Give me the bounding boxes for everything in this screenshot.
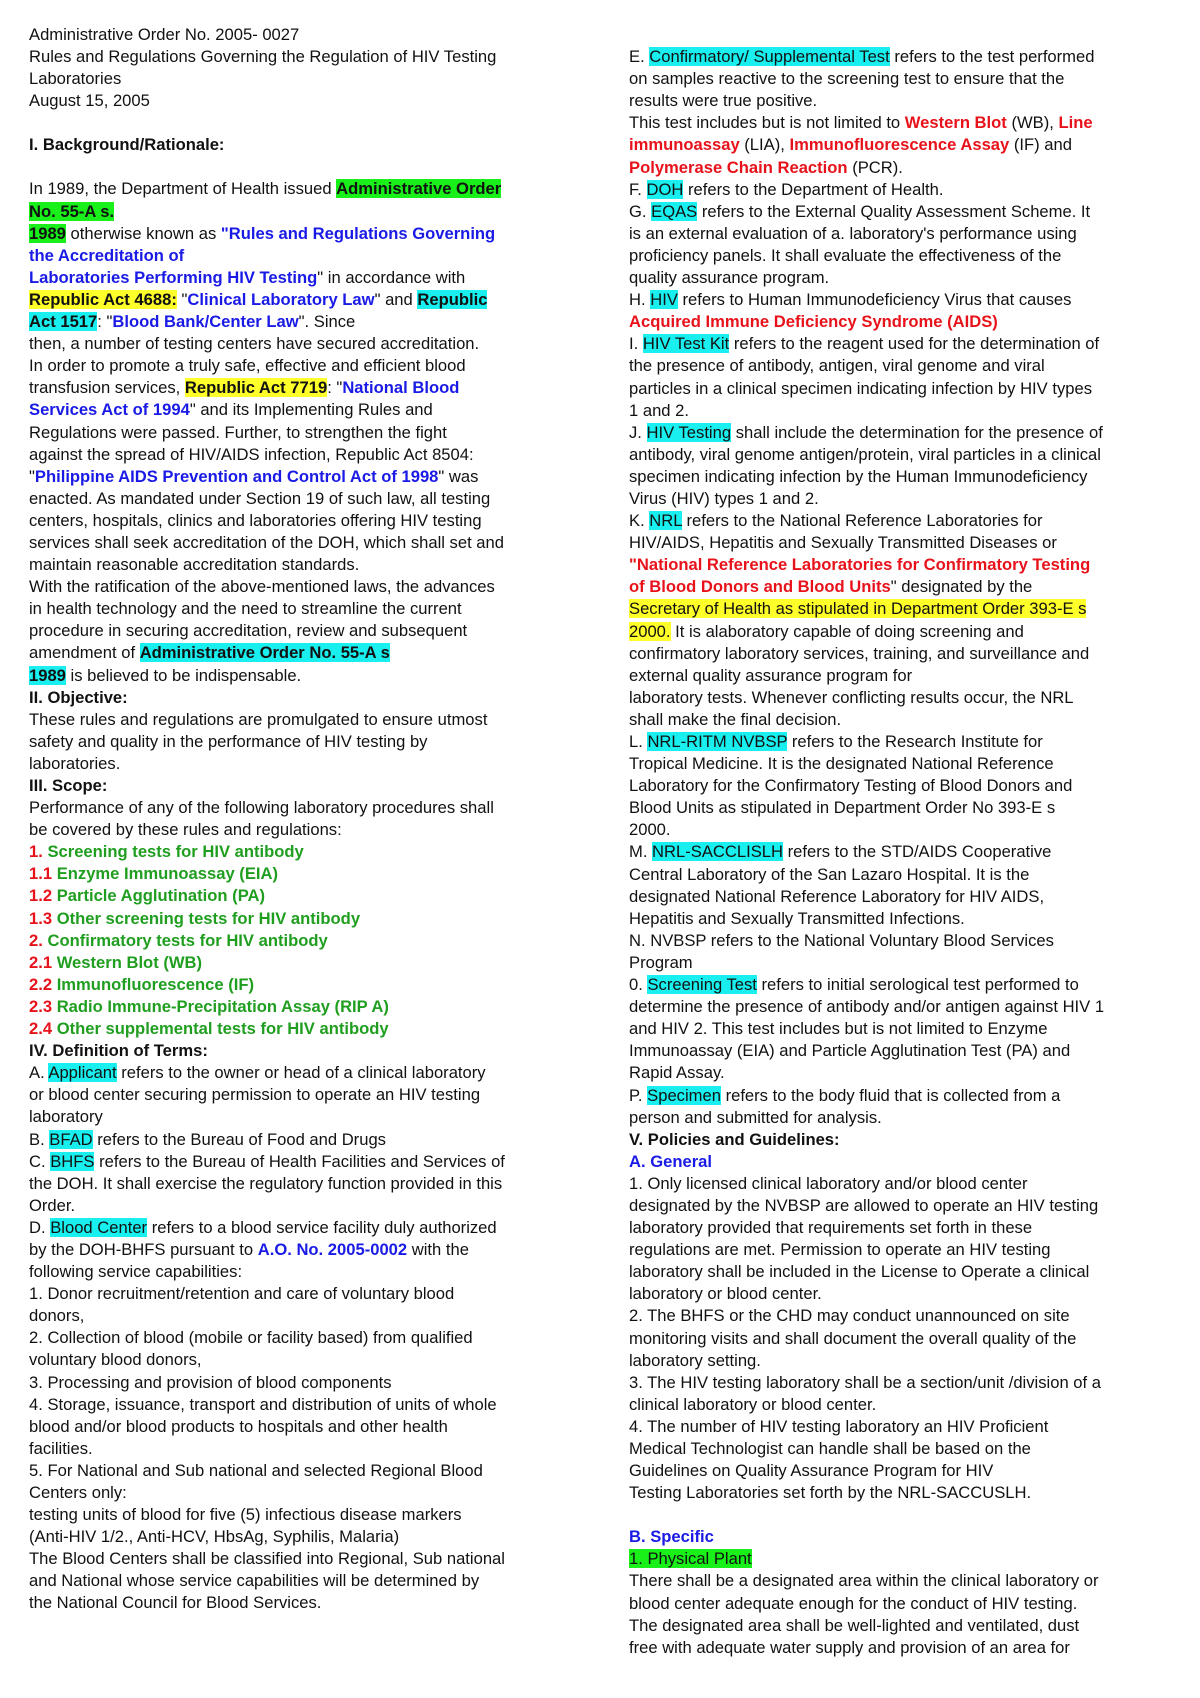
term-highlight: Screening Test xyxy=(647,975,757,995)
text-line: 2. Collection of blood (mobile or facility based) from qualified xyxy=(29,1328,473,1348)
scope-item: 1.3 Other screening tests for HIV antibody xyxy=(29,908,361,928)
text-line: laboratory provided that requirements set forth in these xyxy=(629,1218,1033,1238)
definition-line: D. Blood Center refers to a blood service facility duly authorized xyxy=(29,1217,497,1237)
definition-line: Virus (HIV) types 1 and 2. xyxy=(629,488,819,508)
text-line: 1. Only licensed clinical laboratory and/or blood center xyxy=(629,1173,1028,1193)
subsection-heading: A. General xyxy=(629,1151,713,1171)
text-line: transfusion services, Republic Act 7719: "National Blood xyxy=(29,378,460,398)
section-heading: IV. Definition of Terms: xyxy=(29,1041,208,1061)
definition-line: Polymerase Chain Reaction (PCR). xyxy=(629,157,903,177)
text-line: 1989 otherwise known as "Rules and Regulations Governing xyxy=(29,223,496,243)
text-line: Act 1517: "Blood Bank/Center Law". Since xyxy=(29,312,356,332)
text-line: testing units of blood for five (5) infectious disease markers xyxy=(29,1505,462,1525)
text-line: 2. The BHFS or the CHD may conduct unannounced on site xyxy=(629,1306,1070,1326)
text-line: services shall seek accreditation of the DOH, which shall set and xyxy=(29,532,504,552)
definition-line: Acquired Immune Deficiency Syndrome (AIDS) xyxy=(629,312,998,332)
right-column xyxy=(629,24,1189,1659)
definition-line: designated National Reference Laboratory for HIV AIDS, xyxy=(629,886,1045,906)
section-heading: I. Background/Rationale: xyxy=(29,135,225,155)
header-line: Administrative Order No. 2005- 0027 xyxy=(29,25,300,44)
definition-line: following service capabilities: xyxy=(29,1262,243,1282)
text-line: facilities. xyxy=(29,1438,93,1458)
text-line: laboratories. xyxy=(29,753,121,773)
definition-line: the DOH. It shall exercise the regulatory function provided in this xyxy=(29,1173,503,1193)
scope-item: 2.2 Immunofluorescence (IF) xyxy=(29,974,254,994)
header-line: Rules and Regulations Governing the Regulation of HIV Testing xyxy=(29,47,497,67)
text-line: monitoring visits and shall document the overall quality of the xyxy=(629,1328,1077,1348)
text-line: blood center adequate enough for the conduct of HIV testing. xyxy=(629,1593,1078,1613)
definition-line: shall make the final decision. xyxy=(629,709,842,729)
definition-line: quality assurance program. xyxy=(629,268,830,288)
definition-line: F. DOH refers to the Department of Health. xyxy=(629,179,944,199)
text-line: Testing Laboratories set forth by the NRL-SACCUSLH. xyxy=(629,1483,1032,1503)
text-line: (Anti-HIV 1/2., Anti-HCV, HbsAg, Syphilis, Malaria) xyxy=(29,1527,400,1547)
scope-item: 2.1 Western Blot (WB) xyxy=(29,952,203,972)
text-line: donors, xyxy=(29,1306,85,1326)
definition-line: Blood Units as stipulated in Department Order No 393-E s xyxy=(629,798,1056,818)
definition-line: Immunoassay (EIA) and Particle Agglutination Test (PA) and xyxy=(629,1041,1071,1061)
definition-line: and HIV 2. This test includes but is not limited to Enzyme xyxy=(629,1019,1048,1039)
definition-line: Central Laboratory of the San Lazaro Hospital. It is the xyxy=(629,864,1030,884)
definition-line: M. NRL-SACCLISLH refers to the STD/AIDS Cooperative xyxy=(629,842,1052,862)
definition-line: Tropical Medicine. It is the designated National Reference xyxy=(629,754,1054,774)
definition-line: 2000. It is alaboratory capable of doing screening and xyxy=(629,621,1024,641)
physical-plant-highlight: 1. Physical Plant xyxy=(629,1549,752,1569)
definition-line: person and submitted for analysis. xyxy=(629,1107,882,1127)
definition-line: by the DOH-BHFS pursuant to A.O. No. 2005-0002 with the xyxy=(29,1239,469,1259)
text-line: There shall be a designated area within the clinical laboratory or xyxy=(629,1571,1099,1591)
definition-line: results were true positive. xyxy=(629,91,818,111)
scope-item: 2. Confirmatory tests for HIV antibody xyxy=(29,930,328,950)
scope-item: 1.2 Particle Agglutination (PA) xyxy=(29,886,266,906)
definition-line: G. EQAS refers to the External Quality Assessment Scheme. It xyxy=(629,201,1091,221)
definition-line: on samples reactive to the screening test to ensure that the xyxy=(629,69,1065,89)
section-heading: V. Policies and Guidelines: xyxy=(629,1129,840,1149)
ao55-highlight: Administrative Order xyxy=(336,179,502,199)
term-highlight: NRL xyxy=(649,511,682,531)
scope-item: 2.4 Other supplemental tests for HIV antibody xyxy=(29,1019,389,1039)
definition-line: particles in a clinical specimen indicating infection by HIV types xyxy=(629,378,1093,398)
term-highlight: Blood Center xyxy=(50,1217,148,1237)
text-line: the Accreditation of xyxy=(29,245,185,265)
definition-line: 0. Screening Test refers to initial serological test performed to xyxy=(629,975,1079,995)
term-highlight: Specimen xyxy=(647,1085,721,1105)
term-highlight: Applicant xyxy=(48,1063,117,1083)
definition-line: of Blood Donors and Blood Units" designated by the xyxy=(629,577,1033,597)
text-line: 3. The HIV testing laboratory shall be a section/unit /division of a xyxy=(629,1372,1101,1392)
term-highlight: NRL-RITM NVBSP xyxy=(647,732,788,751)
definition-line: H. HIV refers to Human Immunodeficiency Virus that causes xyxy=(629,290,1072,310)
text-line: laboratory setting. xyxy=(629,1350,761,1370)
text-line: 3. Processing and provision of blood components xyxy=(29,1372,392,1392)
definition-line: HIV/AIDS, Hepatitis and Sexually Transmitted Diseases or xyxy=(629,533,1057,553)
text-line: Medical Technologist can handle shall be based on the xyxy=(629,1439,1031,1458)
definition-line: determine the presence of antibody and/or antigen against HIV 1 xyxy=(629,997,1105,1017)
header-line: Laboratories xyxy=(29,69,122,89)
text-line: "Philippine AIDS Prevention and Control Act of 1998" was xyxy=(29,466,479,486)
text-line: amendment of Administrative Order No. 55-A s xyxy=(29,643,390,663)
definition-line: confirmatory laboratory services, training, and surveillance and xyxy=(629,643,1090,663)
text-line xyxy=(629,1548,1189,1570)
definition-line: E. Confirmatory/ Supplemental Test refers to the test performed xyxy=(629,47,1095,67)
text-line: laboratory or blood center. xyxy=(629,1284,822,1304)
definition-line: laboratory tests. Whenever conflicting results occur, the NRL xyxy=(629,687,1074,707)
text-line: No. 55-A s. xyxy=(29,201,115,221)
text-line: Performance of any of the following laboratory procedures shall xyxy=(29,798,494,818)
term-highlight: EQAS xyxy=(651,201,698,221)
definition-line: 1 and 2. xyxy=(629,400,689,420)
definition-line: Secretary of Health as stipulated in Department Order 393-E s xyxy=(629,599,1087,619)
definition-line: I. HIV Test Kit refers to the reagent used for the determination of xyxy=(629,334,1100,354)
definition-line: K. NRL refers to the National Reference Laboratories for xyxy=(629,511,1043,531)
term-highlight: BFAD xyxy=(49,1129,93,1149)
text-line: The Blood Centers shall be classified into Regional, Sub national xyxy=(29,1549,505,1569)
subsection-heading: B. Specific xyxy=(629,1527,714,1547)
definition-line: P. Specimen refers to the body fluid that is collected from a xyxy=(629,1085,1061,1105)
definition-line: proficiency panels. It shall evaluate the effectiveness of the xyxy=(629,245,1062,265)
definition-line: is an external evaluation of a. laboratory's performance using xyxy=(629,223,1077,243)
definition-line: B. BFAD refers to the Bureau of Food and Drugs xyxy=(29,1129,386,1149)
term-highlight: HIV Test Kit xyxy=(642,334,730,354)
text-line: centers, hospitals, clinics and laboratories offering HIV testing xyxy=(29,510,482,530)
text-line: 1. Donor recruitment/retention and care of voluntary blood xyxy=(29,1284,455,1304)
text-line: regulations are met. Permission to operate an HIV testing xyxy=(629,1240,1051,1260)
term-highlight: Confirmatory/ Supplemental Test xyxy=(649,47,890,67)
header-line: August 15, 2005 xyxy=(29,91,150,111)
term-highlight: DOH xyxy=(646,179,684,199)
text-line: 4. The number of HIV testing laboratory an HIV Proficient xyxy=(629,1416,1049,1436)
left-column xyxy=(29,24,585,1615)
definition-line: antibody, viral genome antigen/protein, viral particles in a clinical xyxy=(629,444,1101,464)
section-heading: III. Scope: xyxy=(29,776,108,795)
text-line: safety and quality in the performance of HIV testing by xyxy=(29,731,428,751)
text-line: designated by the NVBSP are allowed to operate an HIV testing xyxy=(629,1195,1099,1215)
text-line: 4. Storage, issuance, transport and distribution of units of whole xyxy=(29,1394,497,1414)
text-line: Regulations were passed. Further, to strengthen the fight xyxy=(29,422,447,442)
definition-line: specimen indicating infection by the Human Immunodeficiency xyxy=(629,466,1088,486)
text-line: Guidelines on Quality Assurance Program for HIV xyxy=(629,1461,994,1481)
definition-line: Order. xyxy=(29,1195,76,1215)
section-heading: II. Objective: xyxy=(29,687,128,707)
text-line: Republic Act 4688: "Clinical Laboratory Law" and Republic xyxy=(29,289,488,309)
text-line xyxy=(629,24,1189,46)
text-line: the National Council for Blood Services. xyxy=(29,1593,322,1613)
text-line: voluntary blood donors, xyxy=(29,1350,202,1370)
definition-line: This test includes but is not limited to Western Blot (WB), Line xyxy=(629,113,1093,133)
term-highlight: HIV Testing xyxy=(646,422,732,442)
term-highlight: BHFS xyxy=(50,1151,95,1171)
scope-item: 1. Screening tests for HIV antibody xyxy=(29,842,304,862)
text-line: in health technology and the need to streamline the current xyxy=(29,599,462,619)
text-line: then, a number of testing centers have secured accreditation. xyxy=(29,334,480,354)
scope-item: 1.1 Enzyme Immunoassay (EIA) xyxy=(29,864,279,884)
text-line: and National whose service capabilities will be determined by xyxy=(29,1571,480,1591)
text-line: enacted. As mandated under Section 19 of such law, all testing xyxy=(29,488,491,508)
definition-line: Program xyxy=(629,952,693,972)
text-line: against the spread of HIV/AIDS infection, Republic Act 8504: xyxy=(29,444,474,464)
text-line: In order to promote a truly safe, effective and efficient blood xyxy=(29,356,466,376)
text-line: laboratory shall be included in the License to Operate a clinical xyxy=(629,1262,1090,1282)
definition-line: Laboratory for the Confirmatory Testing of Blood Donors and xyxy=(629,776,1073,796)
definition-line: laboratory xyxy=(29,1107,103,1127)
definition-line: J. HIV Testing shall include the determination for the presence of xyxy=(629,422,1103,442)
text-line: 1989 is believed to be indispensable. xyxy=(29,665,302,685)
ra4688-highlight: Republic Act 4688: xyxy=(29,289,177,309)
term-highlight: NRL-SACCLISLH xyxy=(652,842,783,862)
text-line: Services Act of 1994" and its Implementing Rules and xyxy=(29,400,433,420)
text-line: With the ratification of the above-mentioned laws, the advances xyxy=(29,577,495,597)
definition-line: C. BHFS refers to the Bureau of Health Facilities and Services of xyxy=(29,1151,505,1171)
definition-line: N. NVBSP refers to the National Voluntary Blood Services xyxy=(629,930,1054,950)
definition-line: the presence of antibody, antigen, viral genome and viral xyxy=(629,356,1045,376)
definition-line: Hepatitis and Sexually Transmitted Infections. xyxy=(629,908,965,928)
text-line: maintain reasonable accreditation standards. xyxy=(29,555,360,575)
text-line: free with adequate water supply and provision of an area for xyxy=(629,1637,1070,1657)
term-highlight: HIV xyxy=(650,290,678,310)
definition-line: A. Applicant refers to the owner or head of a clinical laboratory xyxy=(29,1063,486,1083)
text-line: These rules and regulations are promulgated to ensure utmost xyxy=(29,709,488,729)
definition-line: 2000. xyxy=(629,820,671,840)
definition-line: external quality assurance program for xyxy=(629,665,913,685)
text-line: The designated area shall be well-lighted and ventilated, dust xyxy=(629,1615,1080,1635)
text-line: procedure in securing accreditation, review and subsequent xyxy=(29,621,468,641)
scope-item: 2.3 Radio Immune-Precipitation Assay (RIP A) xyxy=(29,996,389,1016)
text-line: clinical laboratory or blood center. xyxy=(629,1394,877,1414)
text-line: In 1989, the Department of Health issued Administrative Order xyxy=(29,179,502,199)
text-line: Centers only: xyxy=(29,1483,127,1502)
text-line: be covered by these rules and regulations: xyxy=(29,820,342,840)
definition-line: immunoassay (LIA), Immunofluorescence Assay (IF) and xyxy=(629,135,1072,155)
text-line: 5. For National and Sub national and selected Regional Blood xyxy=(29,1460,483,1480)
text-line: Laboratories Performing HIV Testing" in accordance with xyxy=(29,267,466,287)
definition-line: "National Reference Laboratories for Confirmatory Testing xyxy=(629,555,1091,575)
text-line: blood and/or blood products to hospitals and other health xyxy=(29,1416,448,1436)
definition-line: or blood center securing permission to operate an HIV testing xyxy=(29,1085,481,1105)
definition-line: Rapid Assay. xyxy=(629,1063,725,1083)
definition-line: L. NRL-RITM NVBSP refers to the Research Institute for xyxy=(629,732,1043,751)
